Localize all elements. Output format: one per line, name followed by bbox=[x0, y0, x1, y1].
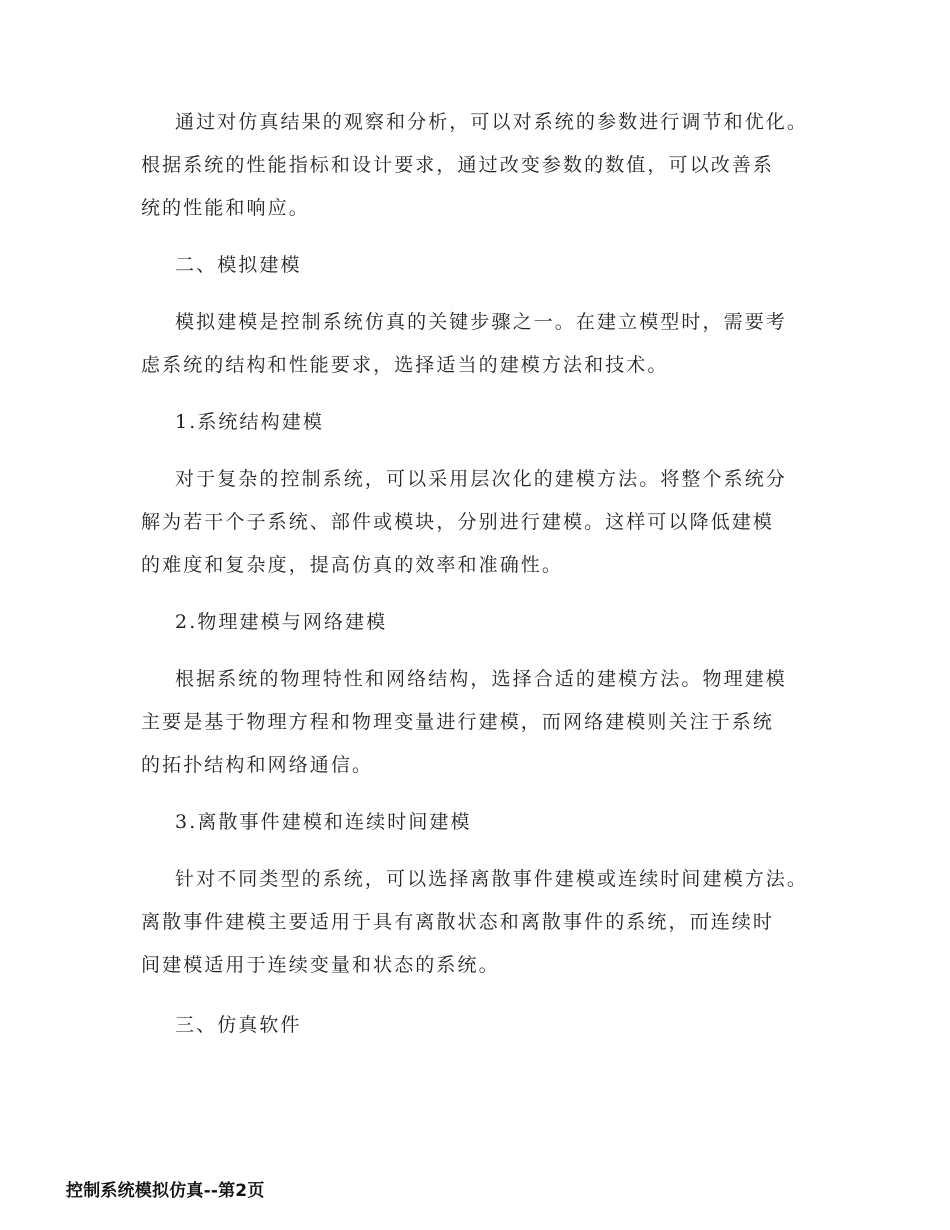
paragraph-line: 对于复杂的控制系统，可以采用层次化的建模方法。将整个系统分 bbox=[175, 468, 787, 490]
paragraph-line: 通过对仿真结果的观察和分析，可以对系统的参数进行调节和优化。 bbox=[175, 111, 809, 133]
paragraph-line: 统的性能和响应。 bbox=[141, 197, 310, 219]
paragraph-line: 解为若干个子系统、部件或模块，分别进行建模。这样可以降低建模 bbox=[141, 511, 775, 533]
page-footer: 控制系统模拟仿真--第2页 bbox=[66, 1181, 265, 1201]
paragraph-line: 离散事件建模主要适用于具有离散状态和离散事件的系统，而连续时 bbox=[141, 911, 775, 933]
paragraph-line: 主要是基于物理方程和物理变量进行建模，而网络建模则关注于系统 bbox=[141, 711, 775, 733]
paragraph-line: 模拟建模是控制系统仿真的关键步骤之一。在建立模型时，需要考 bbox=[175, 311, 787, 333]
paragraph-line: 间建模适用于连续变量和状态的系统。 bbox=[141, 954, 500, 976]
subsection-heading: 2.物理建模与网络建模 bbox=[175, 611, 388, 633]
paragraph-line: 的拓扑结构和网络通信。 bbox=[141, 754, 374, 776]
paragraph-line: 针对不同类型的系统，可以选择离散事件建模或连续时间建模方法。 bbox=[175, 868, 809, 890]
subsection-heading: 3.离散事件建模和连续时间建模 bbox=[175, 811, 472, 833]
section-heading: 二、模拟建模 bbox=[175, 254, 302, 276]
subsection-heading: 1.系统结构建模 bbox=[175, 411, 324, 433]
paragraph-line: 虑系统的结构和性能要求，选择适当的建模方法和技术。 bbox=[141, 354, 669, 376]
paragraph-line: 的难度和复杂度，提高仿真的效率和准确性。 bbox=[141, 554, 564, 576]
section-heading: 三、仿真软件 bbox=[175, 1014, 302, 1036]
paragraph-line: 根据系统的物理特性和网络结构，选择合适的建模方法。物理建模 bbox=[175, 668, 787, 690]
paragraph-line: 根据系统的性能指标和设计要求，通过改变参数的数值，可以改善系 bbox=[141, 154, 775, 176]
